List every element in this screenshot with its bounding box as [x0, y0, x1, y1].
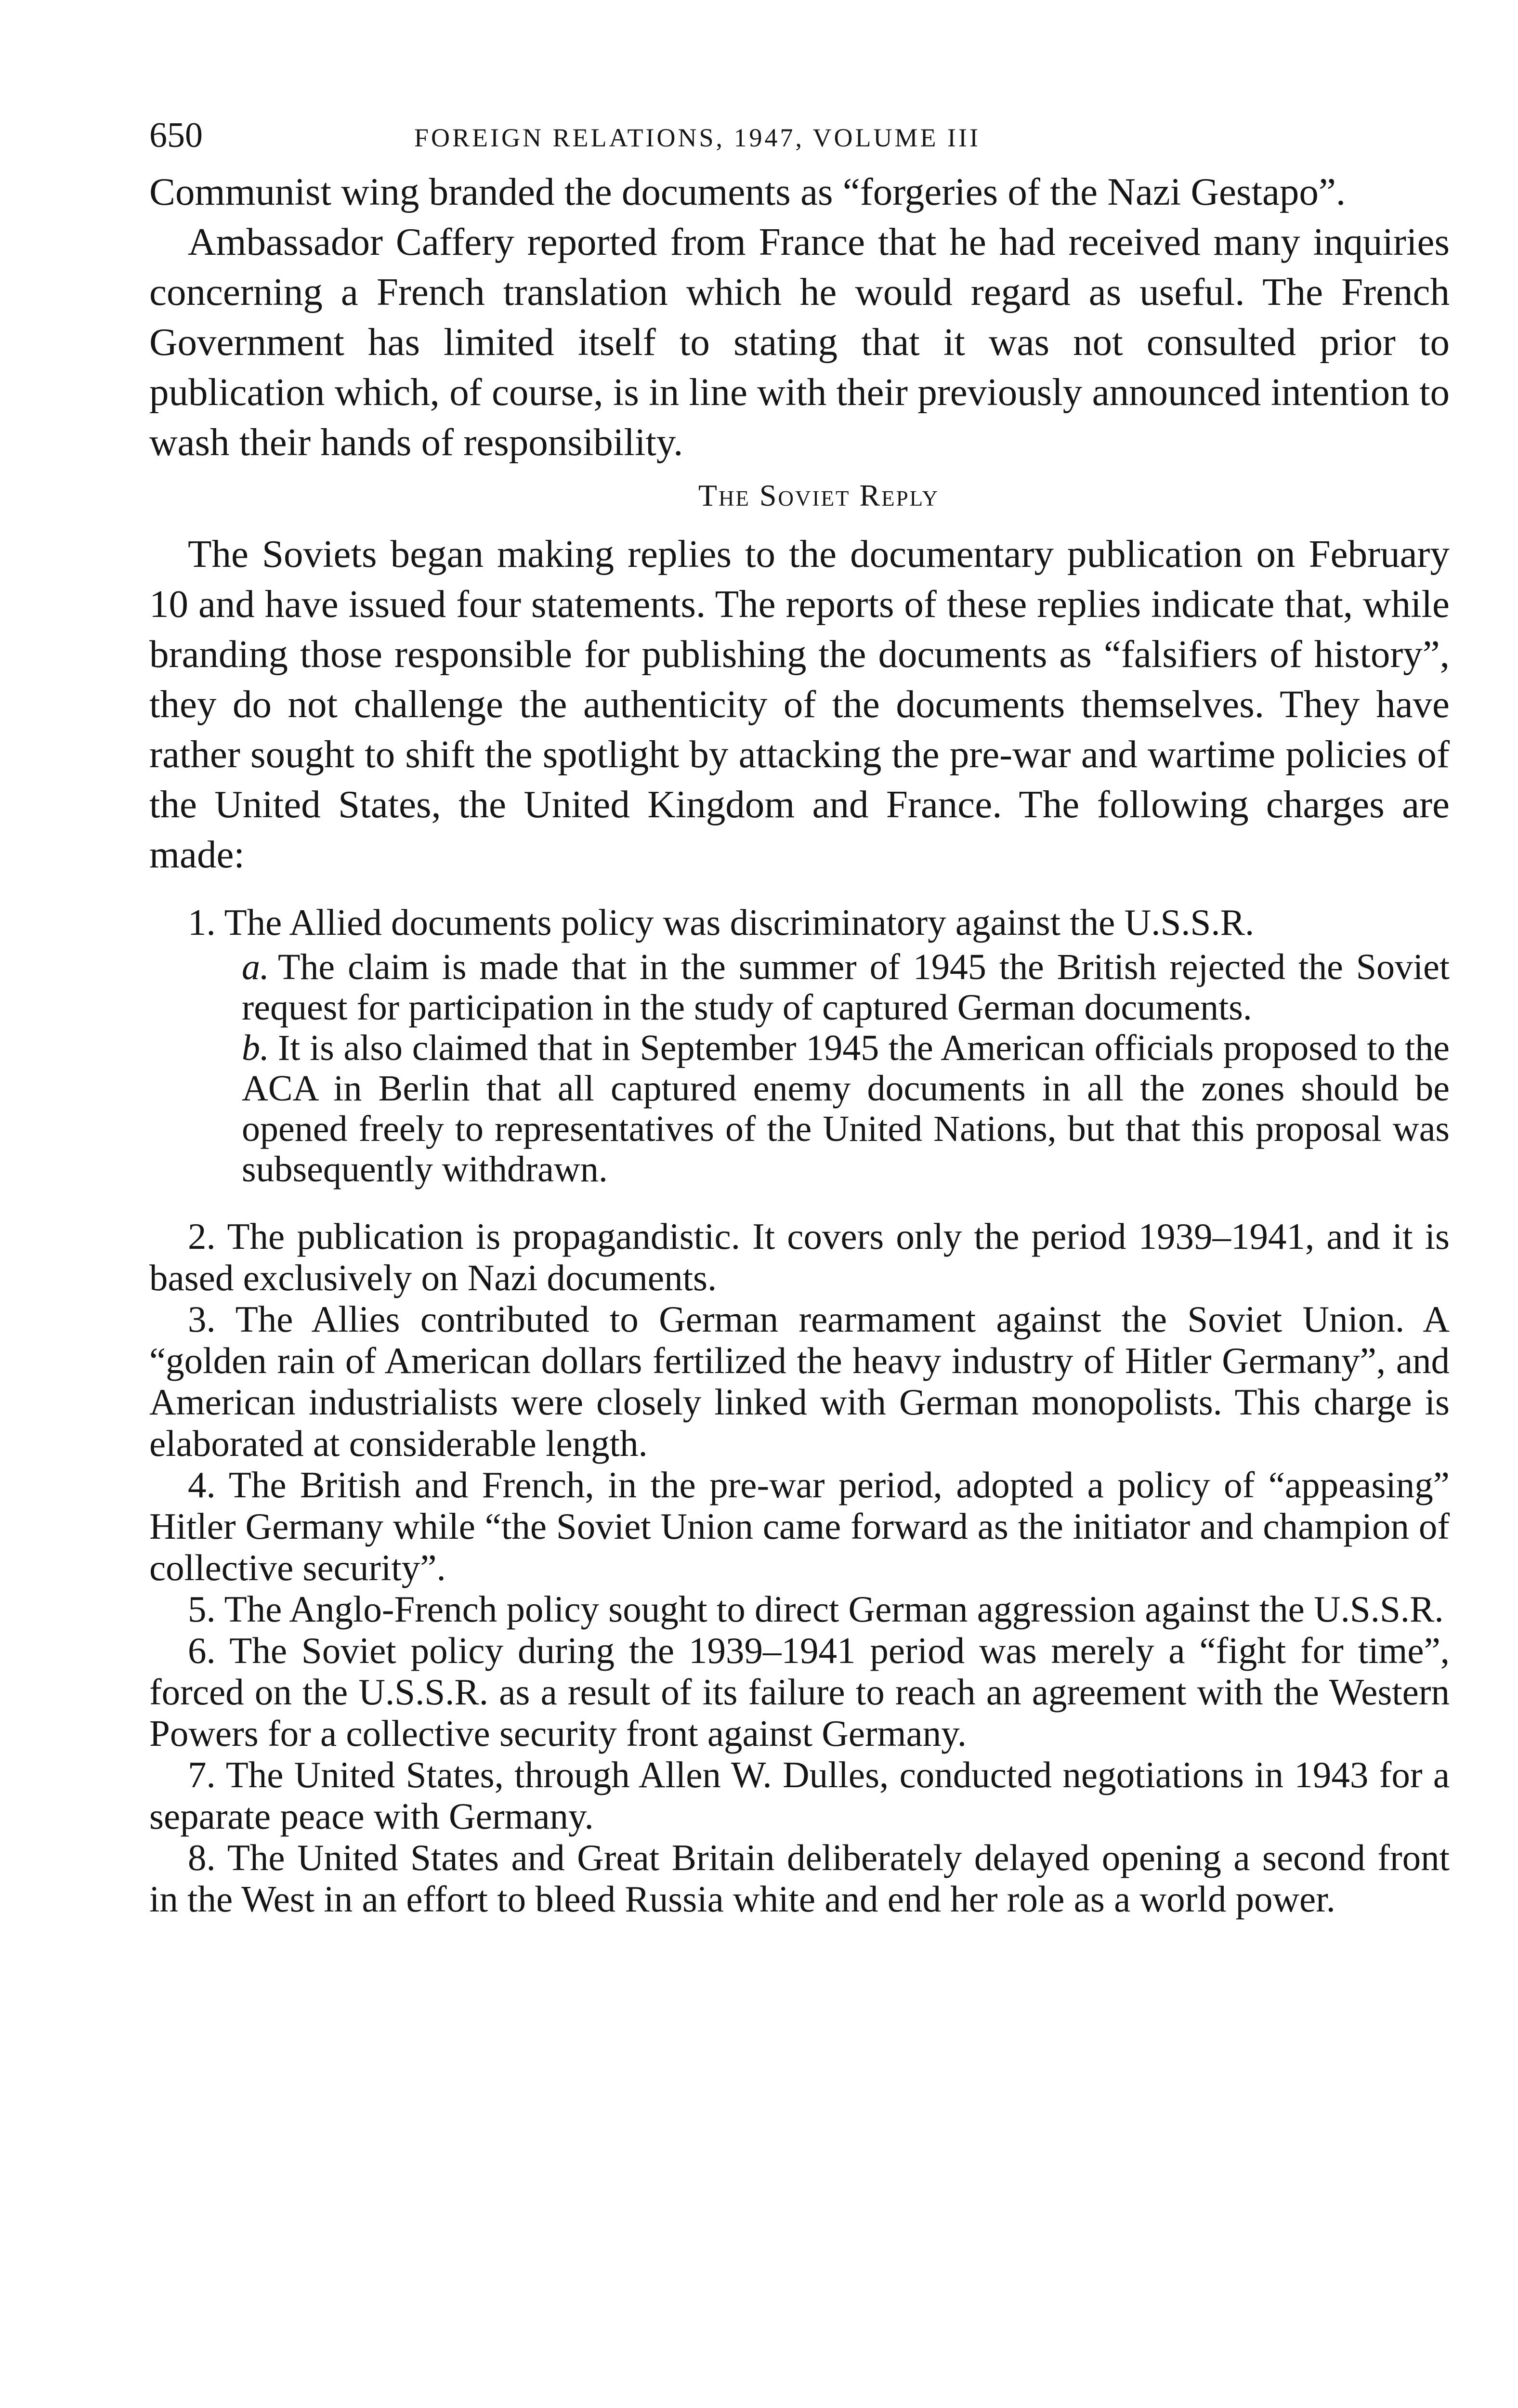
charge-item-4: 4. The British and French, in the pre-war period, adopted a policy of “appeasing” Hitler Germany while “the Soviet Union came forward as the initiator and champion of collective security”.: [149, 1464, 1450, 1588]
charge-item-7: 7. The United States, through Allen W. Dulles, conducted negotiations in 1943 for a separate peace with Germany.: [149, 1754, 1450, 1837]
charge-item-1a: [242, 947, 1450, 1028]
paragraph-caffery-report: Ambassador Caffery reported from France that he had received many inquiries concerning a French translation which he would regard as useful. The French Government has limited itself to stating that it was not consulted prior to publication which, of course, is in line with their previously announced intention to wash their hands of responsibility.: [149, 220, 1450, 464]
charge-item-1b: [242, 1028, 1450, 1190]
running-head: [149, 114, 1450, 167]
charge-item-1b-text: It is also claimed that in September 1945 the American officials proposed to the ACA in Berlin that all captured enemy documents in all the zones should be opened freely to representatives of the United Nations, but that this proposal was subsequently withdrawn.: [242, 1028, 1450, 1190]
section-heading-soviet-reply: The Soviet Reply: [698, 478, 940, 512]
sub-marker-a: a.: [242, 947, 269, 987]
paragraph-communist-wing: Communist wing branded the documents as “forgeries of the Nazi Gestapo”.: [149, 170, 1346, 213]
running-title: FOREIGN RELATIONS, 1947, VOLUME III: [414, 123, 981, 152]
paragraph-soviet-replies: The Soviets began making replies to the documentary publication on February 10 and have issued four statements. The reports of these replies indicate that, while branding those responsible for publishing the documents as “falsifiers of history”, they do not challenge the authenticity of the documents themselves. They have rather sought to shift the spotlight by attacking the pre-war and wartime policies of the United States, the United Kingdom and France. The following charges are made:: [149, 532, 1450, 876]
spacer: [149, 879, 1450, 902]
charge-item-1: 1. The Allied documents policy was discriminatory against the U.S.S.R.: [188, 902, 1255, 943]
charge-item-1a-text: The claim is made that in the summer of 1945 the British rejected the Soviet request for participation in the study of captured German documents.: [242, 947, 1450, 1028]
page-number: 650: [149, 116, 203, 155]
charge-item-6: 6. The Soviet policy during the 1939–1941 period was merely a “fight for time”, forced on the U.S.S.R. as a result of its failure to reach an agreement with the Western Powers for a collective security front against Germany.: [149, 1630, 1450, 1754]
charge-item-8: 8. The United States and Great Britain deliberately delayed opening a second front in the West in an effort to bleed Russia white and end her role as a world power.: [149, 1837, 1450, 1920]
document-page: [149, 114, 1450, 1920]
charge-item-2: 2. The publication is propagandistic. It covers only the period 1939–1941, and it is based exclusively on Nazi documents.: [149, 1216, 1450, 1298]
charge-item-3: 3. The Allies contributed to German rearmament against the Soviet Union. A “golden rain of American dollars fertilized the heavy industry of Hitler Germany”, and American industrialists were closely linked with German monopolists. This charge is elaborated at considerable length.: [149, 1298, 1450, 1464]
charge-1-sublist: [149, 947, 1450, 1190]
sub-marker-b: b.: [242, 1028, 269, 1068]
charge-item-5: 5. The Anglo-French policy sought to direct German aggression against the U.S.S.R.: [188, 1588, 1444, 1630]
spacer: [149, 1190, 1450, 1216]
